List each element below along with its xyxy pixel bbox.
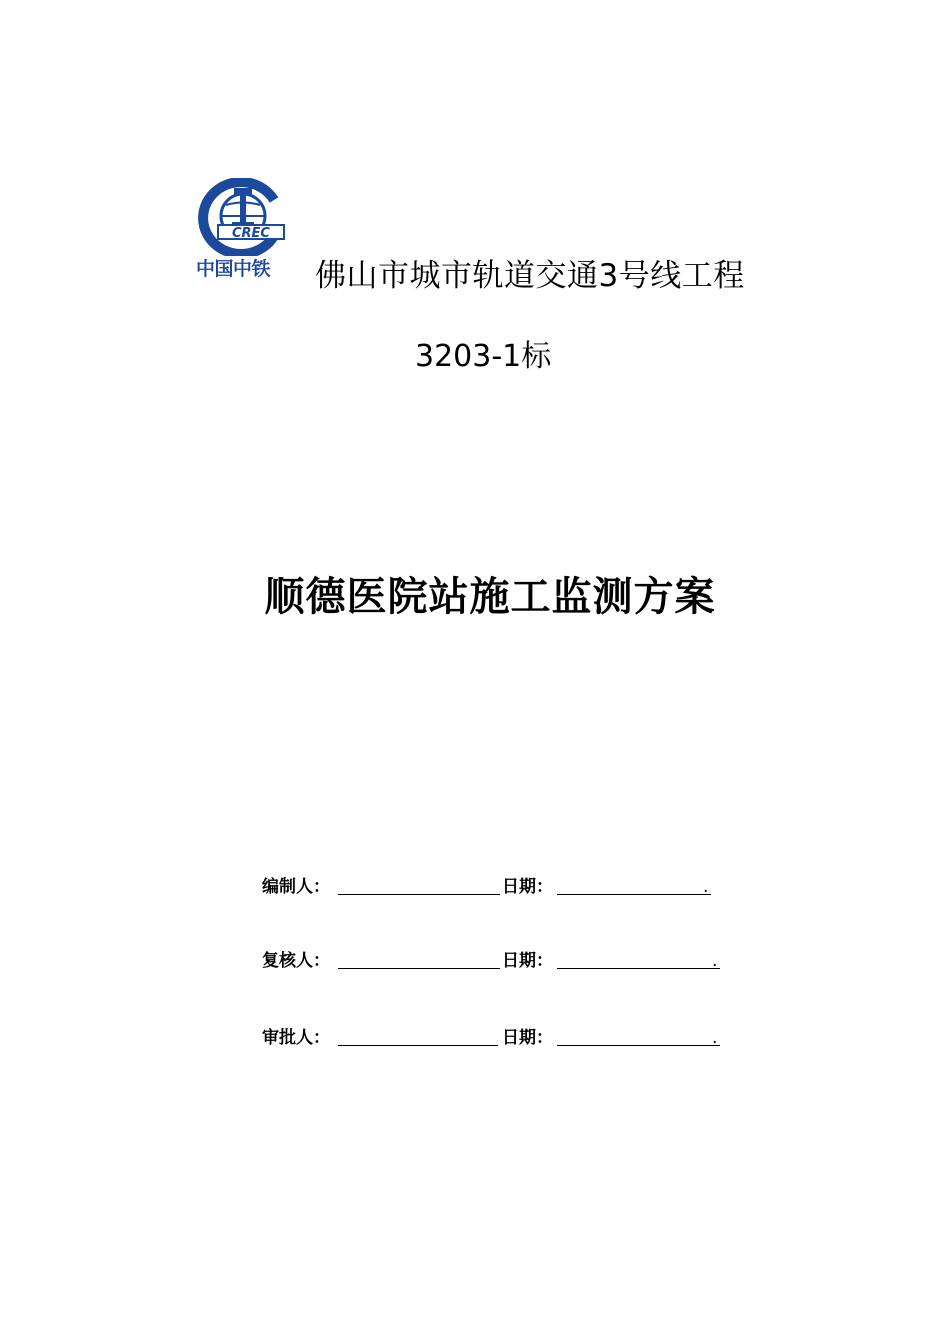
- crec-emblem-icon: [196, 178, 292, 256]
- emblem-text: CREC: [232, 226, 270, 241]
- date-label: 日期：: [502, 1028, 553, 1048]
- end-mark: .: [712, 1028, 718, 1048]
- name-line: [338, 968, 500, 969]
- logo-caption: 中国中铁: [196, 258, 271, 280]
- document-title: 顺德医院站施工监测方案: [264, 574, 716, 620]
- crec-logo: [196, 178, 292, 278]
- name-line: [338, 894, 500, 895]
- date-label: 日期：: [502, 951, 553, 971]
- end-mark: .: [712, 951, 718, 971]
- date-label: 日期：: [502, 877, 553, 897]
- name-line: [338, 1045, 498, 1046]
- end-mark: .: [703, 877, 709, 897]
- date-line: [557, 968, 720, 969]
- role-label: 编制人：: [262, 877, 330, 897]
- role-label: 审批人：: [262, 1028, 330, 1048]
- date-line: [557, 894, 711, 895]
- date-line: [557, 1045, 720, 1046]
- role-label: 复核人：: [262, 951, 330, 971]
- project-title: 佛山市城市轨道交通3号线工程: [315, 258, 745, 294]
- section-code: 3203-1标: [415, 339, 552, 374]
